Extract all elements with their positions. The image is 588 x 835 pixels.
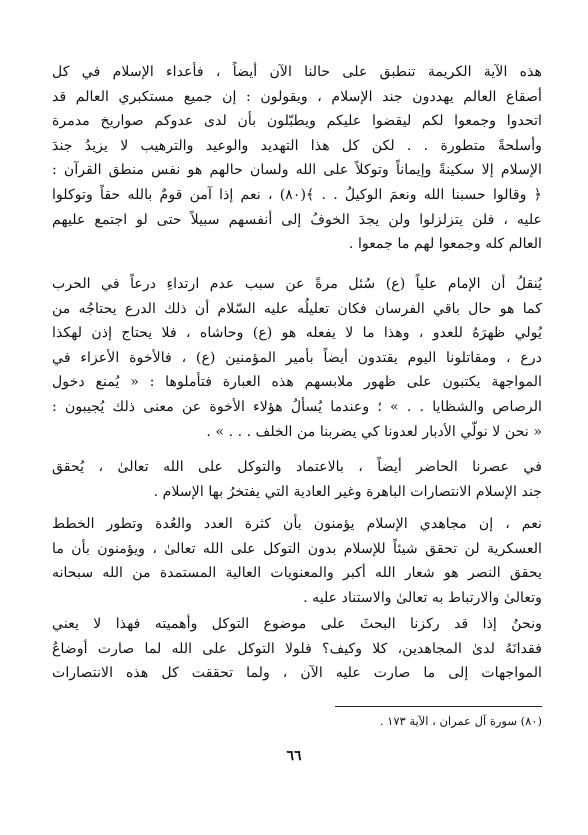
text-line: اتحدوا وجمعوا لكم ليقضوا عليكم ويطبّلون بأن لدى عدوكم صواريخ مدمرة [52,113,542,130]
text-line: في عصرنا الحاضر أيضاً ، بالاعتماد والتوكل على الله تعالىٰ ، يُحقق [52,459,542,475]
text-line: المواجهات إلى ما صارت عليه الآن ، ولما تحققت كل هذه الانتصارات [52,665,542,682]
text-line: أصقاع العالم يهددون جند الإسلام ، ويقولون : إن جميع مستكبري العالم قد [52,88,542,105]
text-line: وأسلحةً متطورة . . لكن كل هذا التهديد والوعيد والترهيب لا يزيدُ جندَ [52,137,542,154]
text-line: العسكرية لن تحقق شيئاً للإسلام بدون التوكل على الله تعالىٰ ، ويؤمنون بأن ما [52,540,542,557]
text-line: العالم كله وجمعوا لهم ما جمعوا . [348,236,542,253]
text-line: المواجهة يكتبون على ظهور ملابسهم هذه العبارة فتأملوها : « يُمنع دخول [52,374,542,391]
text-line: ﴿ وقالوا حسبنا الله ونعمَ الوكيلُ . . ﴾(٨٠) ، نعم إذا آمن قومٌ بالله حقاً وتوكلوا [52,186,542,203]
text-line: كما هو حال باقي الفرسان فكان تعليلُه عليه السّلام أن ذلك الدرع يحتاجُه من [52,300,542,317]
paragraph-2 [52,272,542,444]
paragraph-5 [52,612,542,686]
text-line: الإسلام إلا سكينةً وإيماناً وتوكلاً على الله ولسان حالهم هو نفس منطق القرآن : [52,162,542,179]
text-line: درع ، ومقاتلونا اليوم يقتدون أيضاً بأمير المؤمنين (ع) ، فالأخوة الأعزاء في [52,349,542,366]
footnote-divider [335,706,542,707]
paragraph-4 [52,512,542,610]
text-line: هذه الآية الكريمة تنطبق على حالنا الآن أيضاً ، فأعداء الإسلام في كل [52,64,542,80]
text-line: يحقق النصر هو شعار الله أكبر والمعنويات العالية المستمدة من الله سبحانه [52,565,542,582]
paragraph-1 [52,60,542,257]
footnote: (٨٠) سورة آل عمران ، الآية ١٧٣ . [379,714,542,728]
text-line: الرصاص والشظايا . . » ؛ وعندما يُسألُ هؤلاء الأخوة عن معنى ذلك يُجيبون : [52,398,542,415]
text-line: نعم ، إن مجاهدي الإسلام يؤمنون بأن كثرة العدد والعُدة وتطور الخطط [52,516,542,532]
text-line: يُولي ظهرَهُ للعدو ، وهذا ما لا يفعله هو (ع) وحاشاه ، فلا يحتاج إذن لهكذا [52,325,542,342]
text-line: يُنقلُ أن الإمام علياً (ع) سُئل مرةً عن سبب عدم ارتداءِ درعاً في الحرب [52,276,542,292]
text-line: عليه ، فلن يتزلزلوا ولن يجدَ الخوفُ إلى أنفسهم سبيلاً حتى لو اجتمع عليهم [52,211,542,228]
text-line: جند الإسلام الانتصارات الباهرة وغير العادية التي يفتخرُ بها الإسلام . [153,483,542,500]
text-line: فقدانَهُ لدىٰ المجاهدين، كلا وكيف؟ فلولا التوكل على الله لما صارت أوضاعُ [52,640,542,657]
paragraph-3 [52,455,542,504]
text-line: « نحن لا نولّي الأدبار لعدونا كي يضربنا من الخلف . . . » . [206,423,542,440]
page-number: ٦٦ [286,748,302,764]
text-line: ونحنُ إذا قد ركزنا البحثَ على موضوع التوكل وأهميته فهذا لا يعني [52,616,542,632]
text-line: وتعالىٰ والارتباط به تعالىٰ والاستناد عليه . [303,589,542,606]
